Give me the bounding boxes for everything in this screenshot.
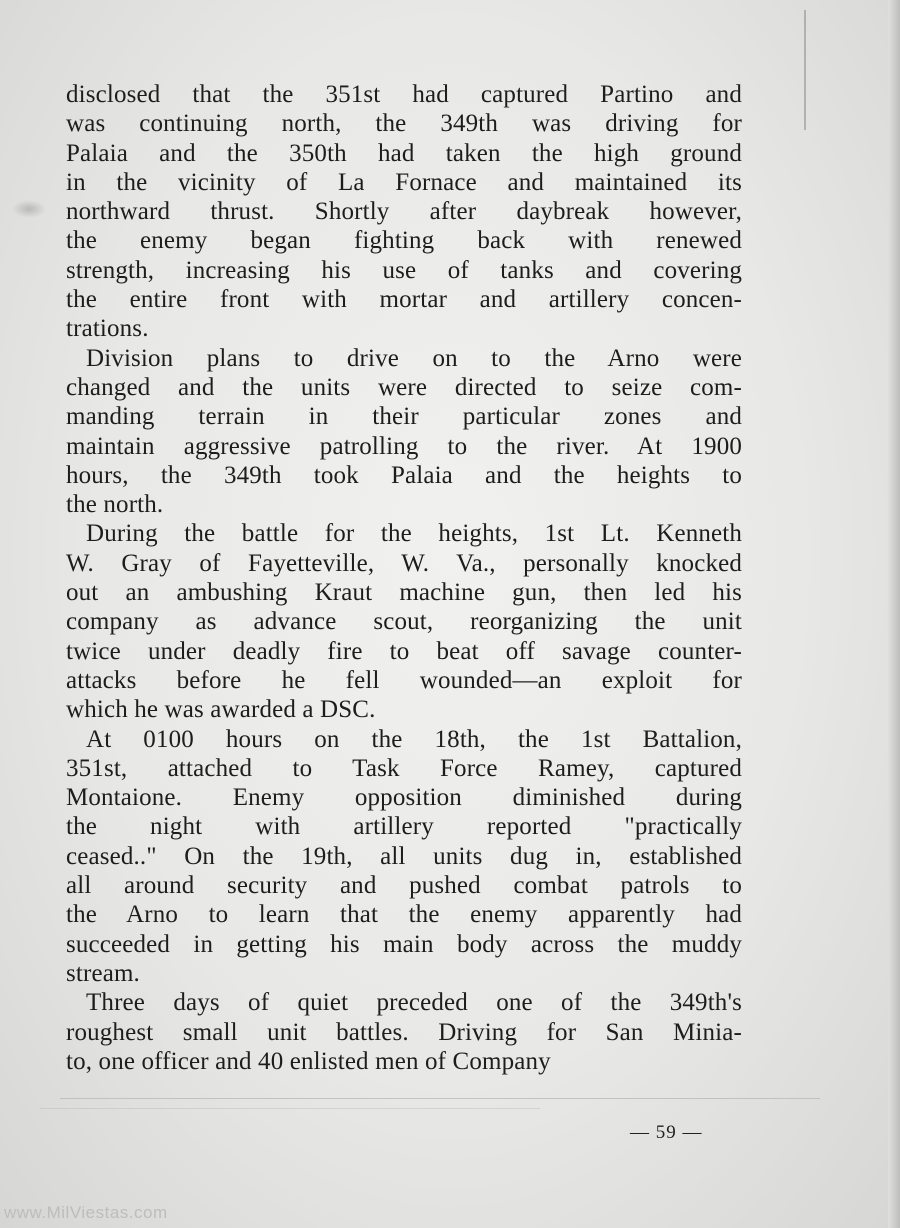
text-line: changed and the units were directed to seize com- (66, 373, 742, 401)
binding-hole-mark (12, 200, 46, 218)
page-number: — 59 — (630, 1122, 703, 1143)
paragraph (66, 725, 742, 989)
text-line: W. Gray of Fayetteville, W. Va., personally knocked (66, 549, 742, 577)
text-line: out an ambushing Kraut machine gun, then led his (66, 579, 742, 607)
text-line: ceased.." On the 19th, all units dug in, established (66, 842, 742, 870)
text-line: the north. (66, 491, 164, 519)
text-line: trations. (66, 315, 149, 343)
text-line: attacks before he fell wounded—an exploit for (66, 666, 742, 694)
text-line: the enemy began fighting back with renewed (66, 227, 742, 255)
text-line: stream. (66, 959, 140, 987)
text-line: to, one officer and 40 enlisted men of Company (66, 1047, 551, 1075)
text-line: disclosed that the 351st had captured Partino and (66, 81, 742, 108)
text-line: was continuing north, the 349th was driving for (66, 110, 742, 138)
text-line: Three days of quiet preceded one of the 349th's (86, 989, 742, 1017)
text-line: strength, increasing his use of tanks and covering (66, 256, 742, 284)
paragraph (66, 344, 742, 520)
text-line: twice under deadly fire to beat off savage counter- (66, 637, 742, 665)
text-line: in the vicinity of La Fornace and maintained its (66, 168, 742, 196)
text-line: At 0100 hours on the 18th, the 1st Battalion, (86, 725, 742, 753)
text-line: 351st, attached to Task Force Ramey, captured (66, 754, 742, 782)
text-line: Palaia and the 350th had taken the high ground (66, 139, 742, 167)
text-line: roughest small unit battles. Driving for San Minia- (66, 1018, 742, 1046)
text-line: the entire front with mortar and artillery concen- (66, 286, 742, 314)
text-line: During the battle for the heights, 1st Lt. Kenneth (86, 520, 742, 548)
body-text (66, 80, 742, 1076)
paragraph (66, 519, 742, 724)
text-line: maintain aggressive patrolling to the river. At 1900 (66, 432, 742, 460)
paragraph (66, 988, 742, 1076)
watermark: www.MilViestas.com (4, 1203, 168, 1222)
text-line: succeeded in getting his main body across the muddy (66, 930, 742, 958)
text-line: which he was awarded a DSC. (66, 696, 376, 724)
scan-streak (60, 1098, 820, 1099)
text-line: company as advance scout, reorganizing the unit (66, 608, 742, 636)
text-line: the Arno to learn that the enemy apparently had (66, 901, 742, 929)
text-line: manding terrain in their particular zones and (66, 403, 742, 431)
fold-line (804, 10, 806, 130)
text-line: Division plans to drive on to the Arno were (86, 344, 742, 372)
page-edge-shadow (888, 0, 900, 1228)
paragraph (66, 80, 742, 344)
text-line: northward thrust. Shortly after daybreak however, (66, 198, 742, 226)
scan-streak (40, 1108, 540, 1109)
text-line: the night with artillery reported "practically (66, 813, 742, 841)
text-line: Montaione. Enemy opposition diminished during (66, 784, 742, 812)
text-line: all around security and pushed combat patrols to (66, 872, 742, 900)
text-line: hours, the 349th took Palaia and the heights to (66, 461, 742, 489)
